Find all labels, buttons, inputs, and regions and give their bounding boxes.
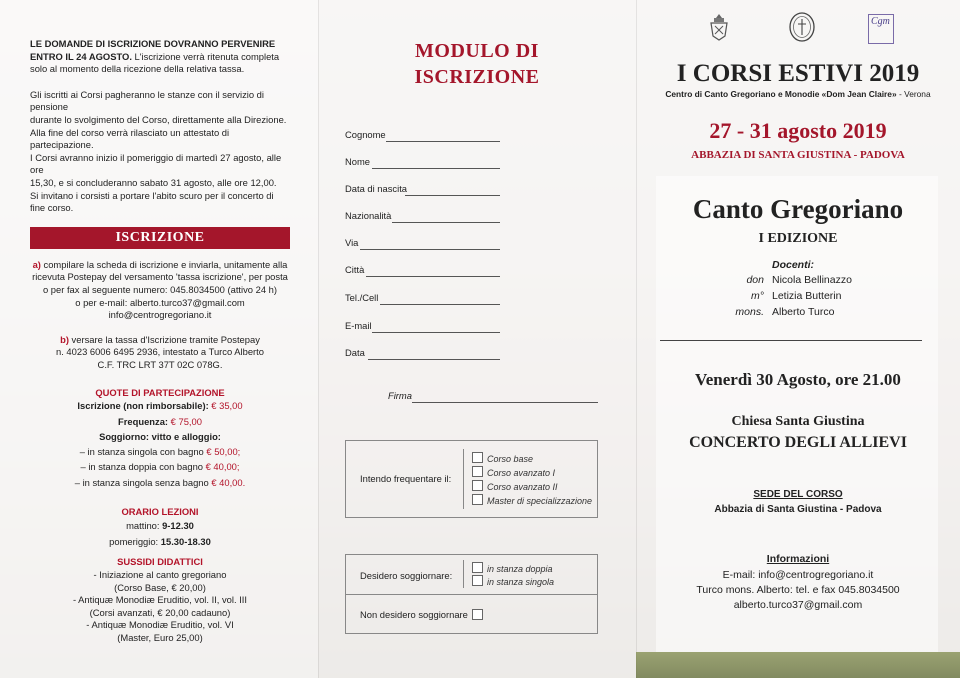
fold-line xyxy=(318,0,319,678)
info-line: I Corsi avranno inizio il pomeriggio di martedì 27 agosto, alle ore xyxy=(30,151,282,176)
docente-name: Nicola Bellinazzo xyxy=(772,274,852,286)
form-title-line: ISCRIZIONE xyxy=(414,66,540,88)
info-line: Gli iscritti ai Corsi pagheranno le stanze con il servizio di pensione xyxy=(30,88,264,113)
info-email-2: alberto.turco37@gmail.com xyxy=(733,599,863,611)
quote-frequenza-value: € 75,00 xyxy=(170,415,202,427)
form-title xyxy=(318,38,636,90)
info-label: Informazioni xyxy=(766,553,830,565)
concert-title: CONCERTO DEGLI ALLIEVI xyxy=(689,434,907,451)
field-label-via: Via xyxy=(345,237,359,248)
papal-crest-icon xyxy=(706,12,732,42)
option-corso-avanzato-1[interactable] xyxy=(472,466,555,478)
frequentare-label: Intendo frequentare il: xyxy=(360,473,452,484)
option-label: Corso avanzato I xyxy=(487,468,556,478)
docente-title: don xyxy=(746,274,764,286)
step-a-line: compilare la scheda di iscrizione e inviarla, unitamente alla xyxy=(40,258,288,270)
iscrizione-header: ISCRIZIONE xyxy=(30,227,290,249)
field-label-nazionalita: Nazionalità xyxy=(345,210,392,221)
subtitle-centre: Centro di Canto Gregoriano e Monodie «Dom Jean Claire» xyxy=(665,89,897,99)
soggiorno-label: – in stanza singola senza bagno xyxy=(74,477,212,489)
sussidi-line: - Iniziazione al canto gregoriano xyxy=(93,569,227,580)
soggiornare-label: Desidero soggiornare: xyxy=(360,570,453,581)
checkbox[interactable] xyxy=(472,562,483,573)
divider xyxy=(660,340,922,341)
left-panel xyxy=(0,0,318,678)
sussidi-line: (Corsi avanzati, € 20,00 cadauno) xyxy=(89,606,231,618)
field-label-tel: Tel./Cell xyxy=(345,292,379,303)
step-a-line: o per fax al seguente numero: 045.8034500 (attivo 24 h) xyxy=(42,283,277,295)
info-line: Alla fine del corso verrà rilasciato un attestato di partecipazione. xyxy=(30,126,230,151)
soggiorno-value: € 40,00; xyxy=(205,461,240,473)
subtitle-city: - Verona xyxy=(896,89,931,99)
docenti-label: Docenti: xyxy=(772,259,814,271)
concert-place: Chiesa Santa Giustina xyxy=(731,414,865,429)
quote-title: QUOTE DI PARTECIPAZIONE xyxy=(95,387,225,399)
step-a-label: a) xyxy=(32,258,41,270)
info-line: Si invitano i corsisti a portare l'abito scuro per il concerto di fine corso. xyxy=(30,189,274,214)
field-input-data[interactable] xyxy=(368,359,500,360)
sussidi-line: (Master, Euro 25,00) xyxy=(117,631,203,643)
field-input-nome[interactable] xyxy=(372,168,500,169)
lawn-strip xyxy=(636,652,960,678)
orario-section xyxy=(30,506,290,549)
intro-deadline: LE DOMANDE DI ISCRIZIONE DOVRANNO PERVENIRE ENTRO IL 24 AGOSTO. xyxy=(30,38,276,62)
concert-date: Venerdì 30 Agosto, ore 21.00 xyxy=(695,370,901,389)
step-b-label: b) xyxy=(60,333,69,345)
soggiorno-label: – in stanza doppia con bagno xyxy=(80,461,206,473)
checkbox[interactable] xyxy=(472,609,483,620)
soggiorno-label: – in stanza singola con bagno xyxy=(79,445,207,457)
sussidi-section xyxy=(30,556,290,644)
main-title: I CORSI ESTIVI 2019 xyxy=(676,60,920,87)
field-input-tel[interactable] xyxy=(380,304,500,305)
quote-section xyxy=(30,387,290,489)
field-label-data: Data xyxy=(345,347,365,358)
soggiornare-divider xyxy=(345,594,598,595)
checkbox[interactable] xyxy=(472,494,483,505)
orario-mattino-label: mattino: xyxy=(126,520,163,532)
orario-title: ORARIO LEZIONI xyxy=(121,505,199,517)
option-label: Master di specializzazione xyxy=(487,496,593,506)
option-label: in stanza singola xyxy=(487,577,555,587)
step-a xyxy=(30,259,290,322)
option-stanza-singola[interactable] xyxy=(472,575,554,587)
step-a-line: o per e-mail: alberto.turco37@gmail.com xyxy=(75,296,245,308)
info-phone: Turco mons. Alberto: tel. e fax 045.8034500 xyxy=(696,584,900,596)
option-label: Corso avanzato II xyxy=(487,482,558,492)
soggiorno-title: Soggiorno: vitto e alloggio: xyxy=(99,431,221,443)
field-label-nome: Nome xyxy=(345,156,371,167)
soggiorno-value: € 50,00; xyxy=(206,445,241,457)
field-label-citta: Città xyxy=(345,264,365,275)
centro-logo xyxy=(868,14,894,44)
step-a-line: ricevuta Postepay del versamento 'tassa iscrizione', per posta xyxy=(32,271,288,283)
orario-mattino-value: 9-12.30 xyxy=(162,520,194,532)
field-label-email: E-mail xyxy=(345,320,372,331)
option-master[interactable] xyxy=(472,494,592,506)
info-paragraph xyxy=(30,89,290,215)
non-soggiornare-label: Non desidero soggiornare xyxy=(360,609,468,620)
field-input-email[interactable] xyxy=(372,332,500,333)
soggiornare-vdivider xyxy=(463,560,464,588)
checkbox[interactable] xyxy=(472,575,483,586)
option-corso-avanzato-2[interactable] xyxy=(472,480,558,492)
form-title-line: MODULO DI xyxy=(415,40,539,62)
frequentare-divider xyxy=(463,449,464,509)
option-stanza-doppia[interactable] xyxy=(472,562,553,574)
subtitle xyxy=(636,89,960,99)
orario-pomeriggio-value: 15.30-18.30 xyxy=(160,535,211,547)
sussidi-title: SUSSIDI DIDATTICI xyxy=(117,556,203,568)
field-label-cognome: Cognome xyxy=(345,129,386,140)
step-b-line: C.F. TRC LRT 37T 02C 078G. xyxy=(97,358,223,370)
info-line: 15,30, e si concluderanno sabato 31 agosto, alle ore 12,00. xyxy=(30,176,277,188)
edition: I EDIZIONE xyxy=(758,231,838,246)
docente-title: mons. xyxy=(735,306,764,318)
sussidi-line: (Corso Base, € 20,00) xyxy=(114,581,206,593)
checkbox[interactable] xyxy=(472,480,483,491)
info-email: E-mail: info@centrogregoriano.it xyxy=(722,569,874,581)
centro-logo-letters: Cgm xyxy=(871,16,890,27)
intro-rest: L'iscrizione verrà ritenuta completa solo al momento della ricezione della relativa tassa. xyxy=(30,50,280,75)
quote-iscrizione-value: € 35,00 xyxy=(211,400,243,412)
field-label-firma: Firma xyxy=(388,390,412,401)
option-label: in stanza doppia xyxy=(487,564,553,574)
field-input-cognome[interactable] xyxy=(386,141,500,142)
course-dates: 27 - 31 agosto 2019 xyxy=(709,118,887,143)
field-label-data-nascita: Data di nascita xyxy=(345,183,408,194)
course-title: Canto Gregoriano xyxy=(692,194,904,224)
sede-label: SEDE DEL CORSO xyxy=(753,489,843,500)
field-input-nazionalita[interactable] xyxy=(392,222,500,223)
field-input-data-nascita[interactable] xyxy=(405,195,500,196)
step-b-line: versare la tassa d'Iscrizione tramite Postepay xyxy=(68,333,260,345)
sussidi-line: - Antiquæ Monodiæ Eruditio, vol. VI xyxy=(86,619,234,631)
option-non-soggiornare[interactable] xyxy=(472,609,487,621)
docente-name: Letizia Butterin xyxy=(772,290,842,302)
course-venue: ABBAZIA DI SANTA GIUSTINA - PADOVA xyxy=(691,149,905,161)
sussidi-line: - Antiquæ Monodiæ Eruditio, vol. II, vol. III xyxy=(72,594,248,606)
docente-name: Alberto Turco xyxy=(772,306,835,318)
field-input-via[interactable] xyxy=(360,249,500,250)
soggiorno-value: € 40,00. xyxy=(211,477,246,489)
quote-iscrizione-label: Iscrizione (non rimborsabile): xyxy=(77,400,212,412)
option-label: Corso base xyxy=(487,454,534,464)
option-corso-base[interactable] xyxy=(472,452,533,464)
step-b xyxy=(30,334,290,372)
quote-frequenza-label: Frequenza: xyxy=(118,415,171,427)
intro-paragraph xyxy=(30,38,290,76)
sede-value: Abbazia di Santa Giustina - Padova xyxy=(714,504,882,515)
info-line: durante lo svolgimento del Corso, direttamente alla Direzione. xyxy=(30,113,287,125)
step-b-line: n. 4023 6006 6495 2936, intestato a Turco Alberto xyxy=(56,346,264,358)
field-input-firma[interactable] xyxy=(412,402,598,403)
checkbox[interactable] xyxy=(472,466,483,477)
orario-pomeriggio-label: pomeriggio: xyxy=(109,535,161,547)
checkbox[interactable] xyxy=(472,452,483,463)
step-a-line: info@centrogregoriano.it xyxy=(108,309,212,321)
field-input-citta[interactable] xyxy=(366,276,500,277)
docente-title: m° xyxy=(751,290,764,302)
abbey-seal-icon xyxy=(788,12,816,42)
